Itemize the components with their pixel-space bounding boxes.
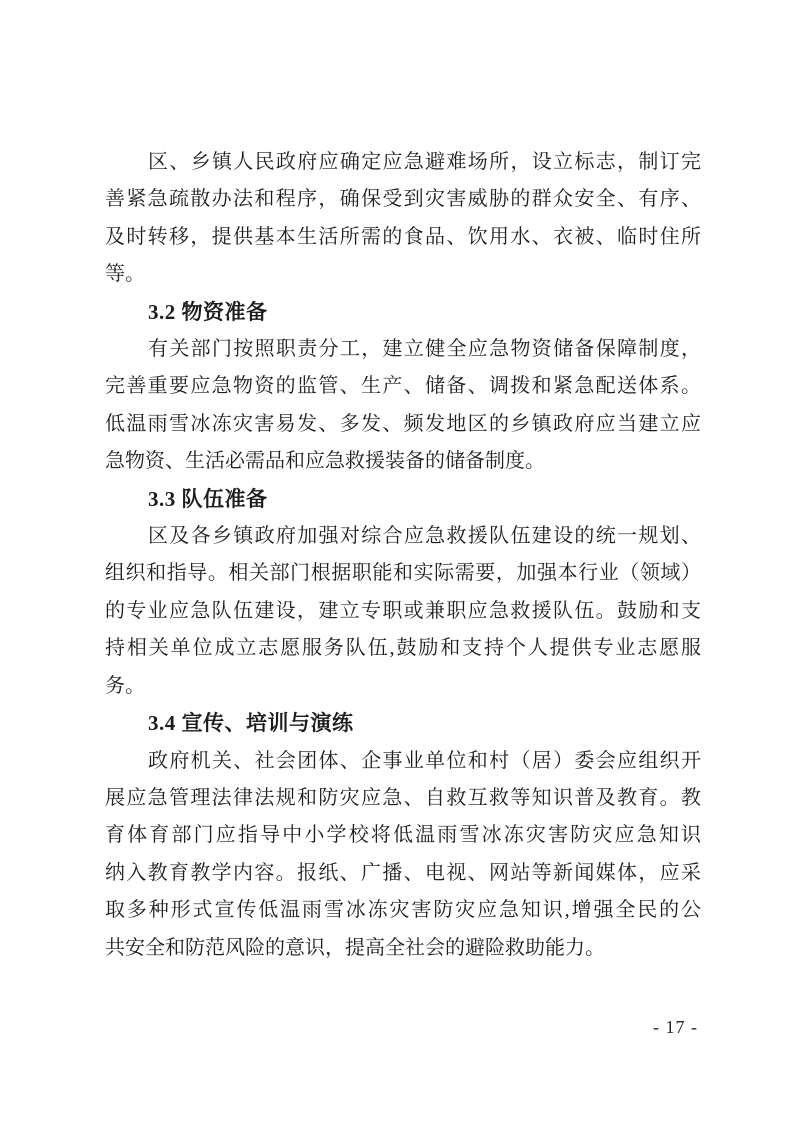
paragraph-line: 持相关单位成立志愿服务队伍,鼓励和支持个人提供专业志愿服: [105, 637, 701, 660]
paragraph-line: 及时转移，提供基本生活所需的食品、饮用水、衣被、临时住所: [105, 225, 701, 248]
paragraph-line: 共安全和防范风险的意识，提高全社会的避险救助能力。: [105, 936, 605, 959]
paragraph-line: 育体育部门应指导中小学校将低温雨雪冰冻灾害防灾应急知识: [105, 824, 701, 847]
paragraph-line: 政府机关、社会团体、企事业单位和村（居）委会应组织开: [148, 749, 701, 772]
section-heading: 3.4 宣传、培训与演练: [148, 711, 354, 736]
paragraph-line: 的专业应急队伍建设，建立专职或兼职应急救援队伍。鼓励和支: [105, 599, 701, 622]
paragraph-line: 纳入教育教学内容。报纸、广播、电视、网站等新闻媒体，应采: [105, 861, 701, 884]
paragraph-line: 区及各乡镇政府加强对综合应急救援队伍建设的统一规划、: [148, 525, 701, 548]
paragraph-line: 展应急管理法律法规和防灾应急、自救互救等知识普及教育。教: [105, 786, 701, 809]
paragraph-line: 等。: [105, 263, 145, 286]
paragraph-line: 善紧急疏散办法和程序，确保受到灾害威胁的群众安全、有序、: [105, 188, 701, 211]
paragraph-line: 急物资、生活必需品和应急救援装备的储备制度。: [105, 450, 545, 473]
section-heading: 3.3 队伍准备: [148, 486, 268, 511]
document-content: [105, 144, 701, 967]
paragraph-line: 区、乡镇人民政府应确定应急避难场所，设立标志，制订完: [148, 151, 701, 173]
paragraph-line: 完善重要应急物资的监管、生产、储备、调拨和紧急配送体系。: [105, 375, 701, 398]
page-number: - 17 -: [653, 1017, 698, 1037]
paragraph-line: 低温雨雪冰冻灾害易发、多发、频发地区的乡镇政府应当建立应: [105, 412, 701, 435]
section-heading: 3.2 物资准备: [148, 299, 268, 324]
paragraph-line: 务。: [105, 674, 145, 697]
paragraph-line: 组织和指导。相关部门根据职能和实际需要，加强本行业（领域）: [105, 562, 701, 585]
paragraph-line: 有关部门按照职责分工，建立健全应急物资储备保障制度，: [148, 338, 701, 361]
paragraph-line: 取多种形式宣传低温雨雪冰冻灾害防灾应急知识,增强全民的公: [105, 899, 701, 922]
